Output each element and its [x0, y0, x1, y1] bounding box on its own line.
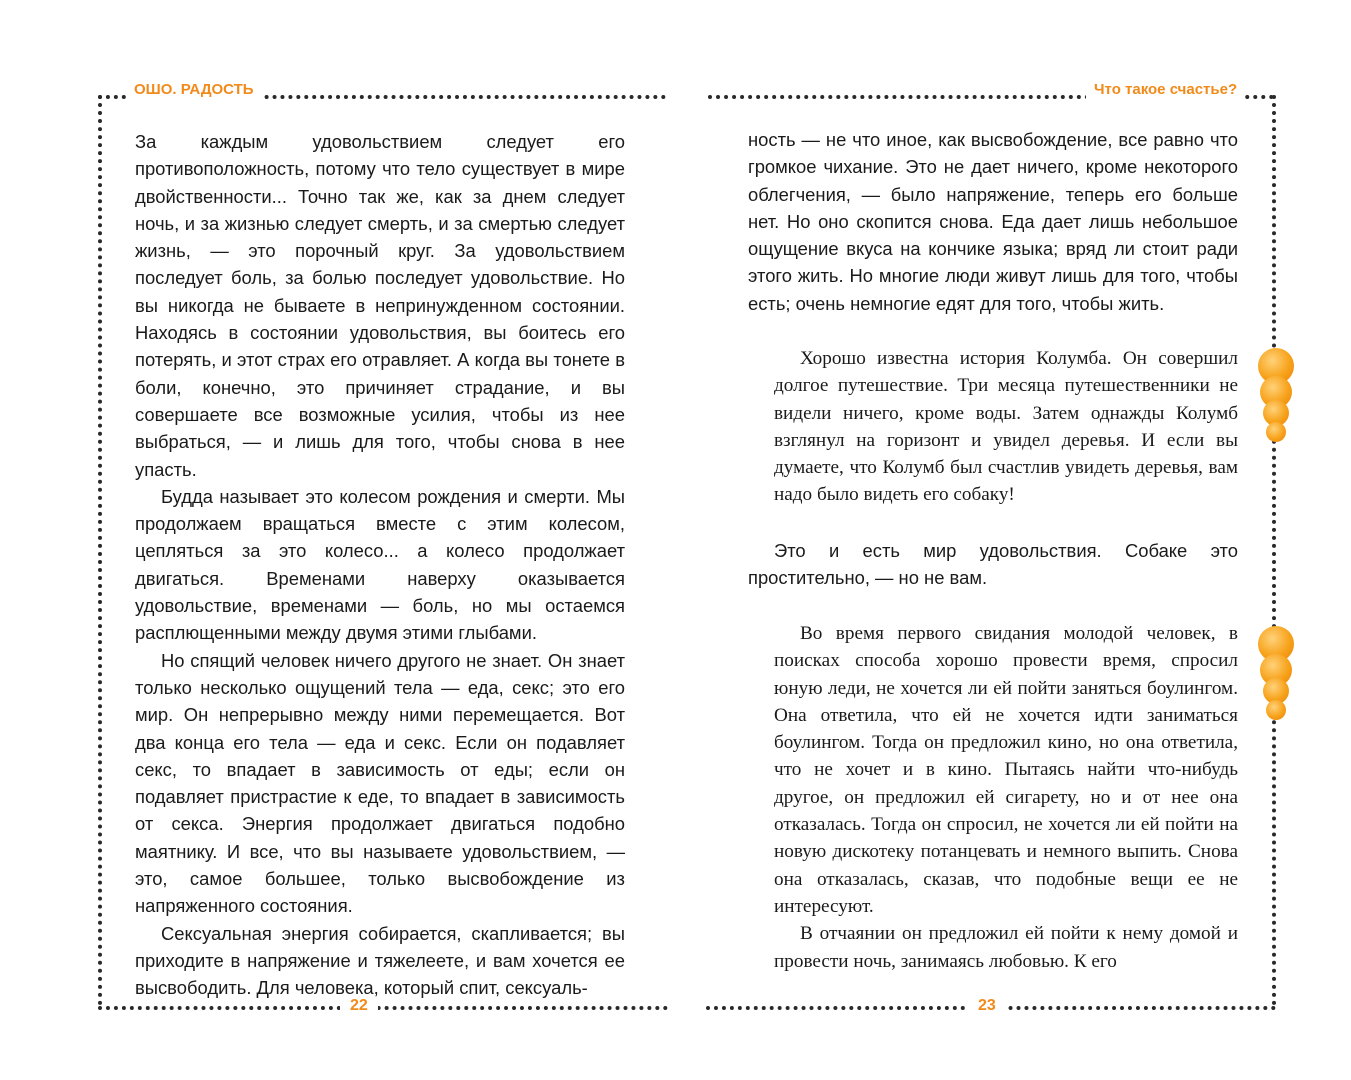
orange-dots-decoration-1 [1254, 348, 1299, 453]
orange-dots-decoration-2 [1254, 626, 1299, 731]
orange-dot [1266, 422, 1286, 442]
right-continuation-text [748, 126, 1238, 317]
paragraph: За каждым удовольствием следует его противоположность, потому что тело существует в мире двойственности... Точно так же, как за днем следует ночь, и за жизнью следует смерть, и за смертью следует жизнь, — это порочный круг. За удовольствием последует боль, за болью последует удовольствие. Но вы никогда не бываете в непринужденном состоянии. Находясь в состоянии удовольствия, вы боитесь его потерять, и этот страх его отравляет. А когда вы тонете в боли, конечно, это причиняет страдание, и вы совершаете все возможные усилия, чтобы из нее выбраться, — и лишь для того, чтобы снова в нее упасть. [135, 131, 625, 480]
story-first-date [774, 620, 1238, 975]
paragraph: Хорошо известна история Колумба. Он совершил долгое путешествие. Три месяца путешественники не видели ничего, кроме воды. Затем однажды Колумб взглянул на горизонт и увидел деревья. И если вы думаете, что Колумб был счастлив увидеть деревья, вам надо было видеть его собаку! [774, 348, 1238, 506]
paragraph: Во время первого свидания молодой человек, в поисках способа хорошо провести время, спросил юную леди, не хочется ли ей пойти заняться боулингом. Она ответила, что ей не хочется идти заниматься боулингом. Тогда он предложил кино, но она ответила, что не хочет и в кино. Пытаясь найти что-нибудь другое, он предложил ей сигарету, но и от нее она отказалась. Тогда он спросил, не хочется ли ей пойти на новую дискотеку потанцевать и немного выпить. Снова она отказалась, сказав, что подобные вещи ее не интересуют. [774, 623, 1238, 917]
paragraph: Это и есть мир удовольствия. Собаке это простительно, — но не вам. [748, 540, 1238, 589]
paragraph: Будда называет это колесом рождения и смерти. Мы продолжаем вращаться вместе с этим колесом, цепляться за это колесо... а колесо продолжает двигаться. Временами наверху оказывается удовольствие, временами — боль, но мы остаемся расплющенными между двумя этими глыбами. [135, 485, 625, 644]
paragraph: Но спящий человек ничего другого не знает. Он знает только несколько ощущений тела — еда, секс; это его мир. Он непрерывно между ними перемещается. Вот два конца его тела — еда и секс. Если он подавляет секс, то впадает в зависимость от еды; если он подавляет пристрастие к еде, то впадает в зависимость от секса. Энергия продолжает двигаться подобно маятнику. И все, что вы называете удовольствием, — это, самое большее, только высвобождение из напряженного состояния. [135, 649, 625, 917]
paragraph: Сексуальная энергия собирается, скапливается; вы приходите в напряжение и тяжелеете, и вам хочется ее высвободить. Для человека, который спит, сексуаль- [135, 922, 625, 999]
right-running-head: Что такое счастье? [1086, 80, 1245, 100]
story-columbus [774, 345, 1238, 509]
paragraph: В отчаянии он предложил ей пойти к нему домой и провести ночь, занимаясь любовью. К его [774, 923, 1238, 972]
left-page-number: 22 [340, 996, 378, 1016]
orange-dot [1266, 700, 1286, 720]
right-page-number: 23 [968, 996, 1006, 1016]
left-running-head: ОШО. РАДОСТЬ [126, 80, 262, 100]
paragraph: ность — не что иное, как высвобождение, все равно что громкое чихание. Это не дает ничего, кроме некоторого облегчения, — было напряжение, теперь его больше нет. Но оно скопится снова. Еда дает лишь небольшое ощущение вкуса на кончике языка; вряд ли стоит ради этого жить. Но многие люди живут лишь для того, чтобы есть; очень немногие едят для того, чтобы жить. [748, 129, 1238, 314]
left-bottom-dotted-rule [98, 1006, 668, 1010]
story-comment [748, 537, 1238, 592]
left-side-dotted-rule [98, 95, 102, 1006]
left-text-column [135, 128, 625, 1002]
right-side-dotted-rule [1272, 95, 1276, 1006]
